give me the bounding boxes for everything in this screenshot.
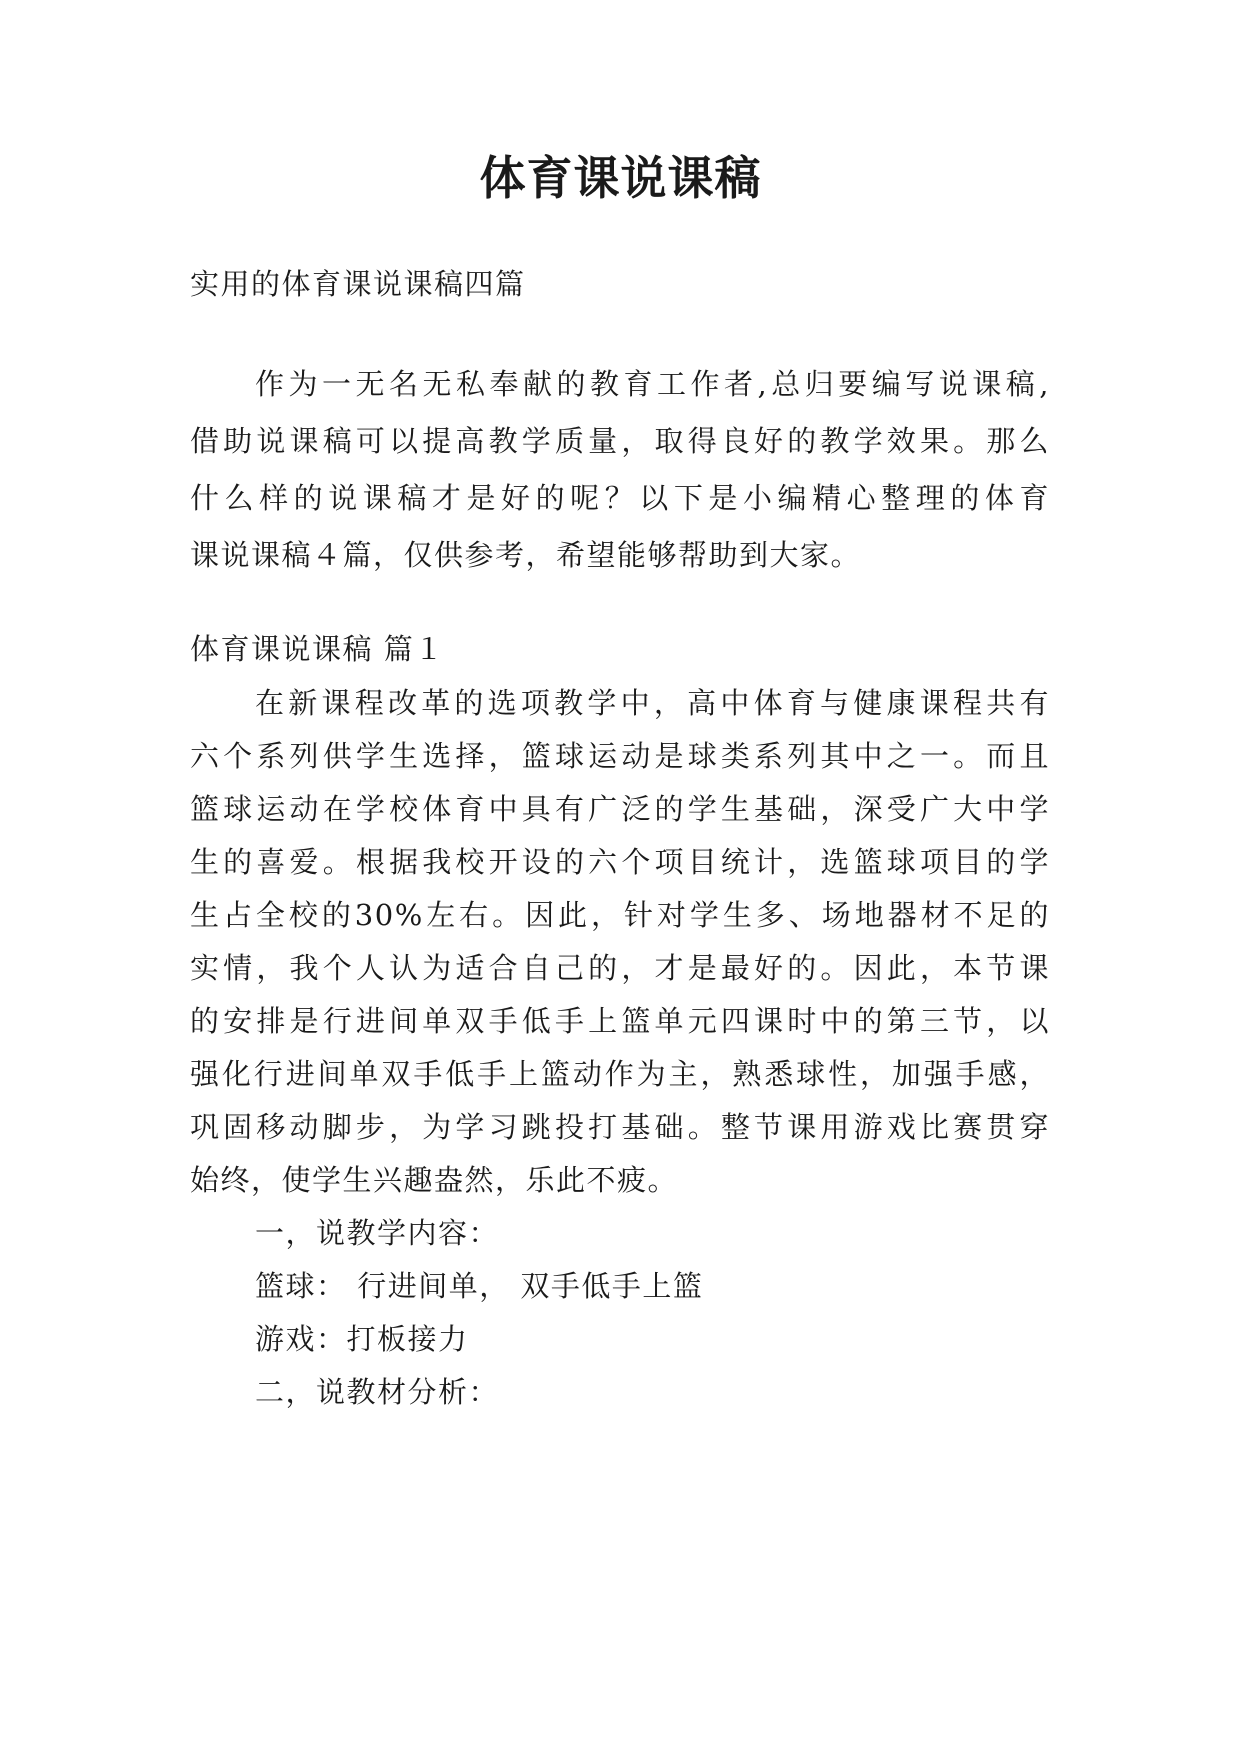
body-line: 六个系列供学生选择，篮球运动是球类系列其中之一。而且 [190, 739, 1050, 773]
body-line: 的安排是行进间单双手低手上篮单元四课时中的第三节，以 [190, 1004, 1050, 1038]
list-line: 二，说教材分析： [255, 1375, 500, 1409]
body-line: 生占全校的30%左右。因此，针对学生多、场地器材不足的 [190, 898, 1050, 932]
section-heading: 体育课说课稿 篇１ [190, 632, 445, 666]
body-line: 生的喜爱。根据我校开设的六个项目统计，选篮球项目的学 [190, 845, 1050, 879]
body-line: 实情，我个人认为适合自己的，才是最好的。因此，本节课 [190, 951, 1050, 985]
body-line: 巩固移动脚步，为学习跳投打基础。整节课用游戏比赛贯穿 [190, 1110, 1050, 1144]
intro-line: 作为一无名无私奉献的教育工作者,总归要编写说课稿, [255, 367, 1050, 401]
body-line: 始终，使学生兴趣盎然，乐此不疲。 [190, 1163, 679, 1197]
list-line: 游戏：打板接力 [255, 1322, 469, 1356]
body-line: 篮球运动在学校体育中具有广泛的学生基础，深受广大中学 [190, 792, 1050, 826]
list-line: 篮球： 行进间单， 双手低手上篮 [255, 1269, 704, 1303]
intro-line: 课说课稿４篇，仅供参考，希望能够帮助到大家。 [190, 538, 862, 572]
list-line: 一，说教学内容： [255, 1216, 500, 1250]
intro-line: 什么样的说课稿才是好的呢？以下是小编精心整理的体育 [190, 481, 1050, 515]
document-title: 体育课说课稿 [479, 151, 762, 205]
document-subtitle: 实用的体育课说课稿四篇 [190, 267, 526, 301]
intro-line: 借助说课稿可以提高教学质量，取得良好的教学效果。那么 [190, 424, 1050, 458]
body-line: 强化行进间单双手低手上篮动作为主，熟悉球性，加强手感， [190, 1057, 1050, 1091]
body-line: 在新课程改革的选项教学中，高中体育与健康课程共有 [255, 686, 1050, 720]
